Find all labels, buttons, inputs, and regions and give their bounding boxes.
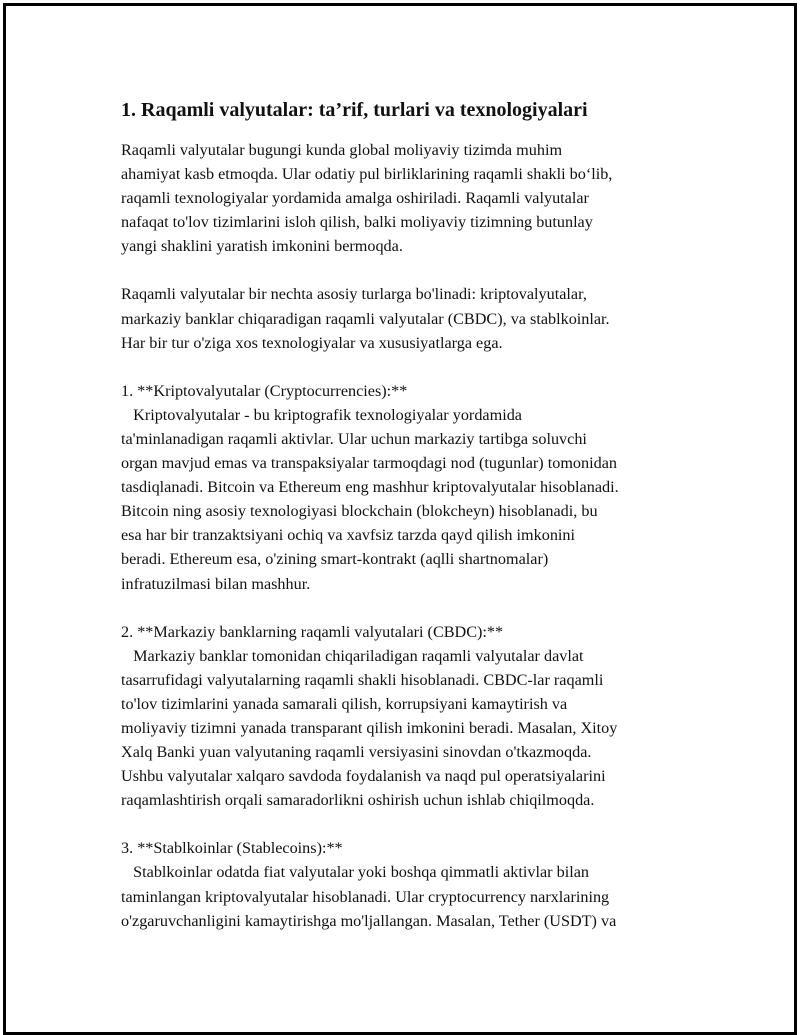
text-line: raqamlashtirish orqali samaradorlikni oshirish uchun ishlab chiqilmoqda. [121,791,595,810]
text-line: tasdiqlanadi. Bitcoin va Ethereum eng mashhur kriptovalyutalar hisoblanadi. [121,478,619,497]
text-line: tasarrufidagi valyutalarning raqamli shakli hisoblanadi. CBDC-lar raqamli [121,670,604,689]
text-line: Markaziy banklar tomonidan chiqariladigan raqamli valyutalar davlat [121,646,584,665]
paragraph-gap [121,258,701,282]
paragraph-stablecoins [121,836,701,932]
paragraph-gap [121,355,701,379]
text-line: Har bir tur o'ziga xos texnologiyalar va xususiyatlarga ega. [121,333,503,352]
list-item-heading: 3. **Stablkoinlar (Stablecoins):** [121,839,343,858]
text-line: o'zgaruvchanligini kamaytirishga mo'ljallangan. Masalan, Tether (USDT) va [121,911,617,930]
text-line: Bitcoin ning asosiy texnologiyasi blockchain (blokcheyn) hisoblanadi, bu [121,502,598,521]
text-line: moliyaviy tizimni yanada transparant qilish imkonini beradi. Masalan, Xitoy [121,718,618,737]
paragraph-gap [121,596,701,620]
list-item-heading: 2. **Markaziy banklarning raqamli valyutalari (CBDC):** [121,622,504,641]
text-line: taminlangan kriptovalyutalar hisoblanadi. Ular cryptocurrency narxlarining [121,887,610,906]
text-line: Raqamli valyutalar bir nechta asosiy turlarga bo'linadi: kriptovalyutalar, [121,285,587,304]
paragraph-intro [121,138,701,258]
paragraph-types [121,282,701,354]
text-line: beradi. Ethereum esa, o'zining smart-kontrakt (aqlli shartnomalar) [121,550,549,569]
text-line: Raqamli valyutalar bugungi kunda global moliyaviy tizimda muhim [121,141,563,159]
text-line: nafaqat to'lov tizimlarini isloh qilish, balki moliyaviy tizimning butunlay [121,213,593,232]
text-line: yangi shaklini yaratish imkonini bermoqda. [121,237,403,256]
paragraph-gap [121,812,701,836]
paragraph-crypto [121,379,701,596]
text-line: raqamli texnologiyalar yordamida amalga oshiriladi. Raqamli valyutalar [121,189,589,208]
text-line: markaziy banklar chiqaradigan raqamli valyutalar (CBDC), va stablkoinlar. [121,309,610,328]
list-item-heading: 1. **Kriptovalyutalar (Cryptocurrencies):** [121,381,408,400]
text-line: organ mavjud emas va transpaksiyalar tarmoqdagi nod (tugunlar) tomonidan [121,454,617,473]
section-heading: 1. Raqamli valyutalar: ta’rif, turlari va texnologiyalari [121,99,588,121]
text-line: ahamiyat kasb etmoqda. Ular odatiy pul birliklarining raqamli shakli bo‘lib, [121,165,613,184]
page-frame [3,3,797,1035]
text-line: Xalq Banki yuan valyutaning raqamli versiyasini sinovdan o'tkazmoqda. [121,743,592,762]
text-line: esa har bir tranzaktsiyani ochiq va xavfsiz tarzda qayd qilish imkonini [121,526,576,545]
text-line: Ushbu valyutalar xalqaro savdoda foydalanish va naqd pul operatsiyalarini [121,767,606,786]
text-line: Stablkoinlar odatda fiat valyutalar yoki boshqa qimmatli aktivlar bilan [121,863,589,882]
document-body [121,96,701,933]
text-line: Kriptovalyutalar - bu kriptografik texnologiyalar yordamida [121,405,522,424]
text-line: ta'minlanadigan raqamli aktivlar. Ular uchun markaziy tartibga soluvchi [121,429,587,448]
text-line: infratuzilmasi bilan mashhur. [121,574,311,593]
paragraph-cbdc [121,620,701,813]
text-line: to'lov tizimlarini yanada samarali qilish, korrupsiyani kamaytirish va [121,694,568,713]
